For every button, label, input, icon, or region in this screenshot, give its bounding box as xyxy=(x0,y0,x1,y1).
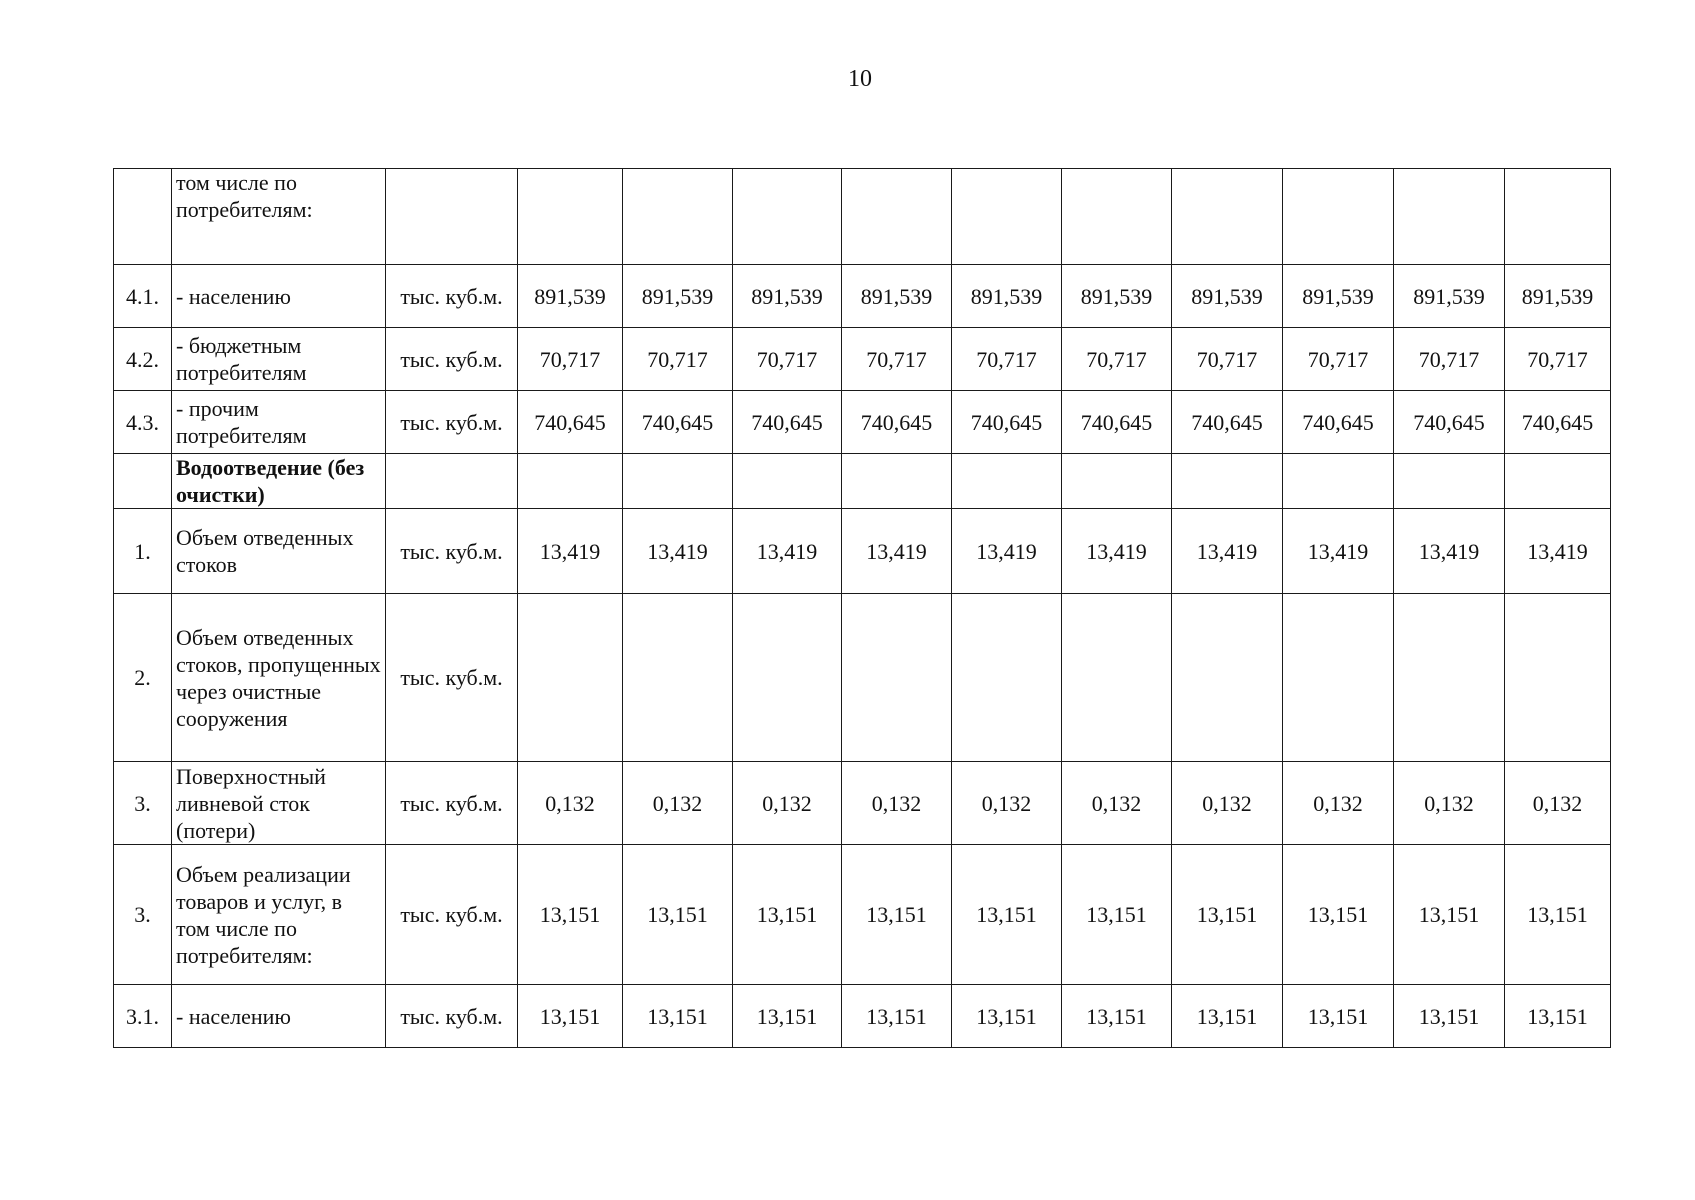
row-number-cell: 3.1. xyxy=(114,985,172,1048)
value-cell: 13,151 xyxy=(952,985,1062,1048)
value-cell xyxy=(1283,169,1394,265)
row-number-cell: 3. xyxy=(114,845,172,985)
value-cell xyxy=(518,594,623,762)
table-row xyxy=(114,265,1611,328)
table-row xyxy=(114,594,1611,762)
row-name-cell: Объем реализации товаров и услуг, в том числе по потребителям: xyxy=(172,845,386,985)
value-cell: 891,539 xyxy=(1172,265,1283,328)
value-cell xyxy=(1062,594,1172,762)
value-cell: 13,419 xyxy=(623,509,733,594)
table-row xyxy=(114,762,1611,845)
table-row xyxy=(114,845,1611,985)
value-cell: 13,151 xyxy=(1062,845,1172,985)
value-cell: 740,645 xyxy=(1394,391,1505,454)
unit-cell: тыс. куб.м. xyxy=(386,762,518,845)
value-cell: 891,539 xyxy=(1062,265,1172,328)
value-cell: 891,539 xyxy=(733,265,842,328)
value-cell xyxy=(952,594,1062,762)
value-cell: 13,419 xyxy=(842,509,952,594)
value-cell xyxy=(952,454,1062,509)
value-cell: 740,645 xyxy=(733,391,842,454)
value-cell: 13,419 xyxy=(1062,509,1172,594)
value-cell xyxy=(1394,169,1505,265)
value-cell: 13,419 xyxy=(952,509,1062,594)
row-number-cell xyxy=(114,169,172,265)
value-cell: 740,645 xyxy=(1505,391,1611,454)
value-cell: 70,717 xyxy=(952,328,1062,391)
value-cell xyxy=(842,594,952,762)
unit-cell xyxy=(386,454,518,509)
value-cell xyxy=(623,594,733,762)
value-cell: 13,151 xyxy=(1172,985,1283,1048)
value-cell: 13,151 xyxy=(518,845,623,985)
value-cell xyxy=(1394,454,1505,509)
row-number-cell: 4.3. xyxy=(114,391,172,454)
value-cell: 891,539 xyxy=(518,265,623,328)
value-cell: 70,717 xyxy=(1505,328,1611,391)
value-cell xyxy=(1172,594,1283,762)
value-cell: 0,132 xyxy=(842,762,952,845)
row-name-cell: - прочим потребителям xyxy=(172,391,386,454)
unit-cell: тыс. куб.м. xyxy=(386,845,518,985)
value-cell: 13,419 xyxy=(518,509,623,594)
table-row xyxy=(114,509,1611,594)
unit-cell: тыс. куб.м. xyxy=(386,328,518,391)
value-cell: 13,419 xyxy=(733,509,842,594)
row-name-cell: том числе по потребителям: xyxy=(172,169,386,265)
value-cell: 13,151 xyxy=(733,985,842,1048)
value-cell xyxy=(733,169,842,265)
value-cell: 13,151 xyxy=(1172,845,1283,985)
value-cell: 0,132 xyxy=(1394,762,1505,845)
value-cell: 13,151 xyxy=(518,985,623,1048)
value-cell: 13,151 xyxy=(1062,985,1172,1048)
value-cell: 891,539 xyxy=(842,265,952,328)
value-cell: 740,645 xyxy=(1172,391,1283,454)
value-cell xyxy=(1283,454,1394,509)
value-cell: 13,419 xyxy=(1172,509,1283,594)
value-cell: 891,539 xyxy=(1505,265,1611,328)
value-cell: 13,151 xyxy=(842,985,952,1048)
value-cell: 0,132 xyxy=(1062,762,1172,845)
value-cell: 13,151 xyxy=(1394,985,1505,1048)
row-number-cell: 4.1. xyxy=(114,265,172,328)
value-cell: 70,717 xyxy=(1172,328,1283,391)
row-name-cell: Водоотведение (без очистки) xyxy=(172,454,386,509)
value-cell: 13,151 xyxy=(733,845,842,985)
value-cell xyxy=(1062,454,1172,509)
value-cell: 13,151 xyxy=(1394,845,1505,985)
value-cell: 13,419 xyxy=(1394,509,1505,594)
value-cell: 13,419 xyxy=(1505,509,1611,594)
value-cell xyxy=(733,594,842,762)
table-row xyxy=(114,328,1611,391)
value-cell: 13,151 xyxy=(623,985,733,1048)
row-number-cell xyxy=(114,454,172,509)
value-cell: 740,645 xyxy=(518,391,623,454)
value-cell: 70,717 xyxy=(518,328,623,391)
value-cell xyxy=(623,169,733,265)
value-cell: 740,645 xyxy=(952,391,1062,454)
row-number-cell: 2. xyxy=(114,594,172,762)
unit-cell xyxy=(386,169,518,265)
table-row xyxy=(114,454,1611,509)
value-cell: 13,151 xyxy=(623,845,733,985)
unit-cell: тыс. куб.м. xyxy=(386,391,518,454)
value-cell: 0,132 xyxy=(1283,762,1394,845)
value-cell xyxy=(952,169,1062,265)
row-name-cell: Объем отведенных стоков xyxy=(172,509,386,594)
value-cell: 70,717 xyxy=(1062,328,1172,391)
value-cell xyxy=(1505,594,1611,762)
value-cell xyxy=(518,454,623,509)
value-cell xyxy=(1505,454,1611,509)
value-cell: 0,132 xyxy=(1172,762,1283,845)
value-cell: 70,717 xyxy=(1394,328,1505,391)
value-cell: 891,539 xyxy=(1394,265,1505,328)
value-cell: 740,645 xyxy=(842,391,952,454)
value-cell: 740,645 xyxy=(623,391,733,454)
value-cell xyxy=(842,169,952,265)
row-name-cell: Объем отведенных стоков, пропущенных через очистные сооружения xyxy=(172,594,386,762)
value-cell xyxy=(623,454,733,509)
row-number-cell: 1. xyxy=(114,509,172,594)
row-name-cell: Поверхностный ливневой сток (потери) xyxy=(172,762,386,845)
table-row xyxy=(114,169,1611,265)
value-cell: 891,539 xyxy=(1283,265,1394,328)
value-cell: 70,717 xyxy=(842,328,952,391)
value-cell: 740,645 xyxy=(1062,391,1172,454)
value-cell: 0,132 xyxy=(1505,762,1611,845)
unit-cell: тыс. куб.м. xyxy=(386,509,518,594)
data-table xyxy=(113,168,1611,1048)
value-cell: 70,717 xyxy=(733,328,842,391)
value-cell: 13,151 xyxy=(1283,985,1394,1048)
row-number-cell: 4.2. xyxy=(114,328,172,391)
value-cell xyxy=(1394,594,1505,762)
value-cell: 13,151 xyxy=(1505,985,1611,1048)
value-cell xyxy=(1505,169,1611,265)
value-cell: 0,132 xyxy=(952,762,1062,845)
value-cell: 70,717 xyxy=(623,328,733,391)
row-name-cell: - населению xyxy=(172,265,386,328)
unit-cell: тыс. куб.м. xyxy=(386,265,518,328)
value-cell: 0,132 xyxy=(518,762,623,845)
value-cell xyxy=(1062,169,1172,265)
value-cell xyxy=(1172,454,1283,509)
value-cell: 13,151 xyxy=(842,845,952,985)
value-cell: 891,539 xyxy=(623,265,733,328)
unit-cell: тыс. куб.м. xyxy=(386,594,518,762)
row-number-cell: 3. xyxy=(114,762,172,845)
value-cell: 0,132 xyxy=(623,762,733,845)
value-cell: 13,151 xyxy=(1283,845,1394,985)
value-cell: 13,151 xyxy=(952,845,1062,985)
value-cell xyxy=(1283,594,1394,762)
row-name-cell: - бюджетным потребителям xyxy=(172,328,386,391)
unit-cell: тыс. куб.м. xyxy=(386,985,518,1048)
value-cell: 891,539 xyxy=(952,265,1062,328)
value-cell: 13,151 xyxy=(1505,845,1611,985)
value-cell xyxy=(518,169,623,265)
row-name-cell: - населению xyxy=(172,985,386,1048)
value-cell: 740,645 xyxy=(1283,391,1394,454)
page-number: 10 xyxy=(848,66,872,92)
value-cell: 70,717 xyxy=(1283,328,1394,391)
value-cell: 13,419 xyxy=(1283,509,1394,594)
table-row xyxy=(114,391,1611,454)
value-cell xyxy=(1172,169,1283,265)
value-cell xyxy=(842,454,952,509)
value-cell xyxy=(733,454,842,509)
value-cell: 0,132 xyxy=(733,762,842,845)
table-row xyxy=(114,985,1611,1048)
